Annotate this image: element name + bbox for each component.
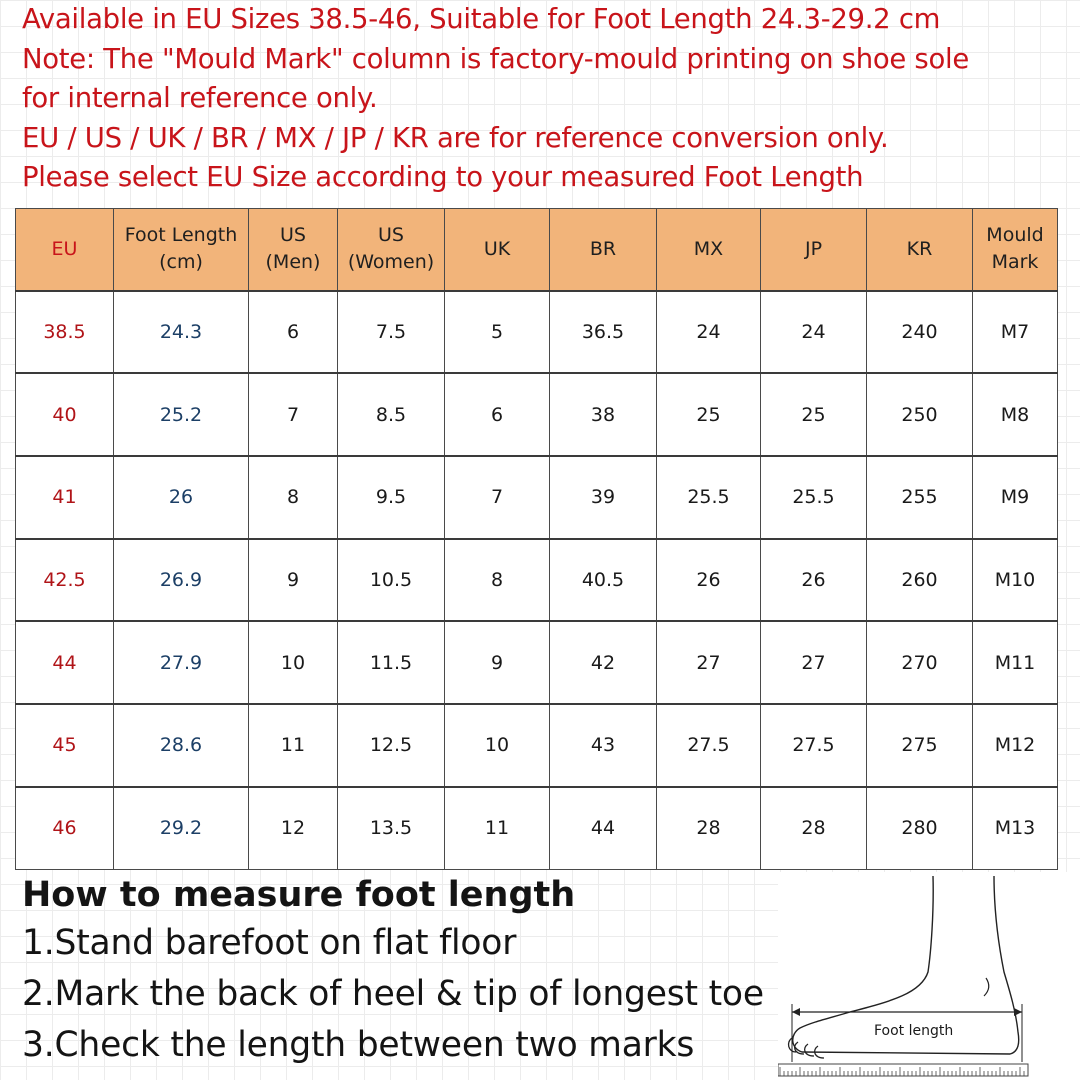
table-row — [16, 704, 1058, 787]
size-conversion-table — [15, 208, 1058, 870]
cell-us-men: 10 — [249, 621, 338, 704]
cell-jp: 25.5 — [761, 456, 867, 539]
cell-kr: 240 — [867, 291, 973, 374]
cell-jp: 24 — [761, 291, 867, 374]
cell-mould-mark: M9 — [973, 456, 1058, 539]
cell-kr: 260 — [867, 539, 973, 622]
cell-kr: 275 — [867, 704, 973, 787]
cell-mx: 28 — [657, 787, 761, 870]
cell-br: 38 — [550, 373, 657, 456]
cell-us-men: 11 — [249, 704, 338, 787]
cell-us-women: 12.5 — [338, 704, 445, 787]
cell-kr: 250 — [867, 373, 973, 456]
cell-foot-length: 27.9 — [114, 621, 249, 704]
cell-us-women: 13.5 — [338, 787, 445, 870]
cell-jp: 27.5 — [761, 704, 867, 787]
cell-uk: 6 — [445, 373, 550, 456]
cell-uk: 7 — [445, 456, 550, 539]
cell-eu: 44 — [16, 621, 114, 704]
cell-jp: 28 — [761, 787, 867, 870]
table-row — [16, 539, 1058, 622]
column-header-eu: EU — [16, 209, 114, 291]
cell-us-women: 10.5 — [338, 539, 445, 622]
column-header-br: BR — [550, 209, 657, 291]
cell-us-women: 9.5 — [338, 456, 445, 539]
column-header-us-women: US (Women) — [338, 209, 445, 291]
cell-mould-mark: M10 — [973, 539, 1058, 622]
header-line-sizes: Available in EU Sizes 38.5-46, Suitable for Foot Length 24.3-29.2 cm — [22, 3, 941, 35]
cell-jp: 25 — [761, 373, 867, 456]
foot-outline-icon — [778, 872, 1080, 1080]
cell-mould-mark: M8 — [973, 373, 1058, 456]
cell-eu: 40 — [16, 373, 114, 456]
cell-uk: 8 — [445, 539, 550, 622]
cell-jp: 26 — [761, 539, 867, 622]
cell-us-men: 8 — [249, 456, 338, 539]
column-header-mould-mark: Mould Mark — [973, 209, 1058, 291]
column-header-kr: KR — [867, 209, 973, 291]
cell-foot-length: 25.2 — [114, 373, 249, 456]
cell-us-men: 7 — [249, 373, 338, 456]
cell-eu: 46 — [16, 787, 114, 870]
table-header-row — [16, 209, 1058, 291]
cell-br: 40.5 — [550, 539, 657, 622]
cell-foot-length: 26.9 — [114, 539, 249, 622]
header-line-internal: for internal reference only. — [22, 82, 378, 115]
cell-mx: 27 — [657, 621, 761, 704]
header-notes — [22, 0, 1072, 198]
cell-foot-length: 24.3 — [114, 291, 249, 374]
cell-us-men: 6 — [249, 291, 338, 374]
cell-eu: 41 — [16, 456, 114, 539]
column-header-us-men: US (Men) — [249, 209, 338, 291]
cell-mould-mark: M12 — [973, 704, 1058, 787]
cell-mx: 25.5 — [657, 456, 761, 539]
cell-eu: 38.5 — [16, 291, 114, 374]
foot-length-label: Foot length — [874, 1023, 954, 1039]
cell-mould-mark: M11 — [973, 621, 1058, 704]
cell-us-women: 7.5 — [338, 291, 445, 374]
column-header-jp: JP — [761, 209, 867, 291]
cell-us-women: 8.5 — [338, 373, 445, 456]
cell-foot-length: 29.2 — [114, 787, 249, 870]
cell-us-women: 11.5 — [338, 621, 445, 704]
cell-foot-length: 26 — [114, 456, 249, 539]
cell-foot-length: 28.6 — [114, 704, 249, 787]
cell-mould-mark: M13 — [973, 787, 1058, 870]
cell-br: 43 — [550, 704, 657, 787]
cell-kr: 255 — [867, 456, 973, 539]
measure-instructions — [22, 872, 782, 1071]
measure-step-1: 1.Stand barefoot on flat floor — [22, 923, 517, 963]
cell-br: 44 — [550, 787, 657, 870]
cell-mx: 25 — [657, 373, 761, 456]
column-header-uk: UK — [445, 209, 550, 291]
header-line-note: Note: The "Mould Mark" column is factory-mould printing on shoe sole — [22, 42, 969, 75]
foot-measure-illustration — [778, 872, 1080, 1080]
cell-kr: 270 — [867, 621, 973, 704]
table-row — [16, 787, 1058, 870]
cell-br: 42 — [550, 621, 657, 704]
cell-kr: 280 — [867, 787, 973, 870]
header-line-conversion: EU / US / UK / BR / MX / JP / KR are for reference conversion only. — [22, 121, 889, 154]
cell-mx: 24 — [657, 291, 761, 374]
cell-eu: 45 — [16, 704, 114, 787]
column-header-foot-length: Foot Length (cm) — [114, 209, 249, 291]
cell-uk: 5 — [445, 291, 550, 374]
column-header-mx: MX — [657, 209, 761, 291]
measure-step-3: 3.Check the length between two marks — [22, 1025, 695, 1065]
cell-us-men: 12 — [249, 787, 338, 870]
table-row — [16, 456, 1058, 539]
cell-eu: 42.5 — [16, 539, 114, 622]
table-row — [16, 373, 1058, 456]
cell-uk: 9 — [445, 621, 550, 704]
cell-uk: 11 — [445, 787, 550, 870]
table-body — [16, 291, 1058, 870]
cell-mould-mark: M7 — [973, 291, 1058, 374]
cell-us-men: 9 — [249, 539, 338, 622]
cell-br: 39 — [550, 456, 657, 539]
table-row — [16, 621, 1058, 704]
cell-mx: 26 — [657, 539, 761, 622]
cell-mx: 27.5 — [657, 704, 761, 787]
cell-jp: 27 — [761, 621, 867, 704]
cell-uk: 10 — [445, 704, 550, 787]
header-line-select: Please select EU Size according to your measured Foot Length — [22, 161, 864, 194]
measure-title: How to measure foot length — [22, 875, 576, 915]
table-row — [16, 291, 1058, 374]
measure-step-2: 2.Mark the back of heel & tip of longest toe — [22, 974, 764, 1014]
cell-br: 36.5 — [550, 291, 657, 374]
